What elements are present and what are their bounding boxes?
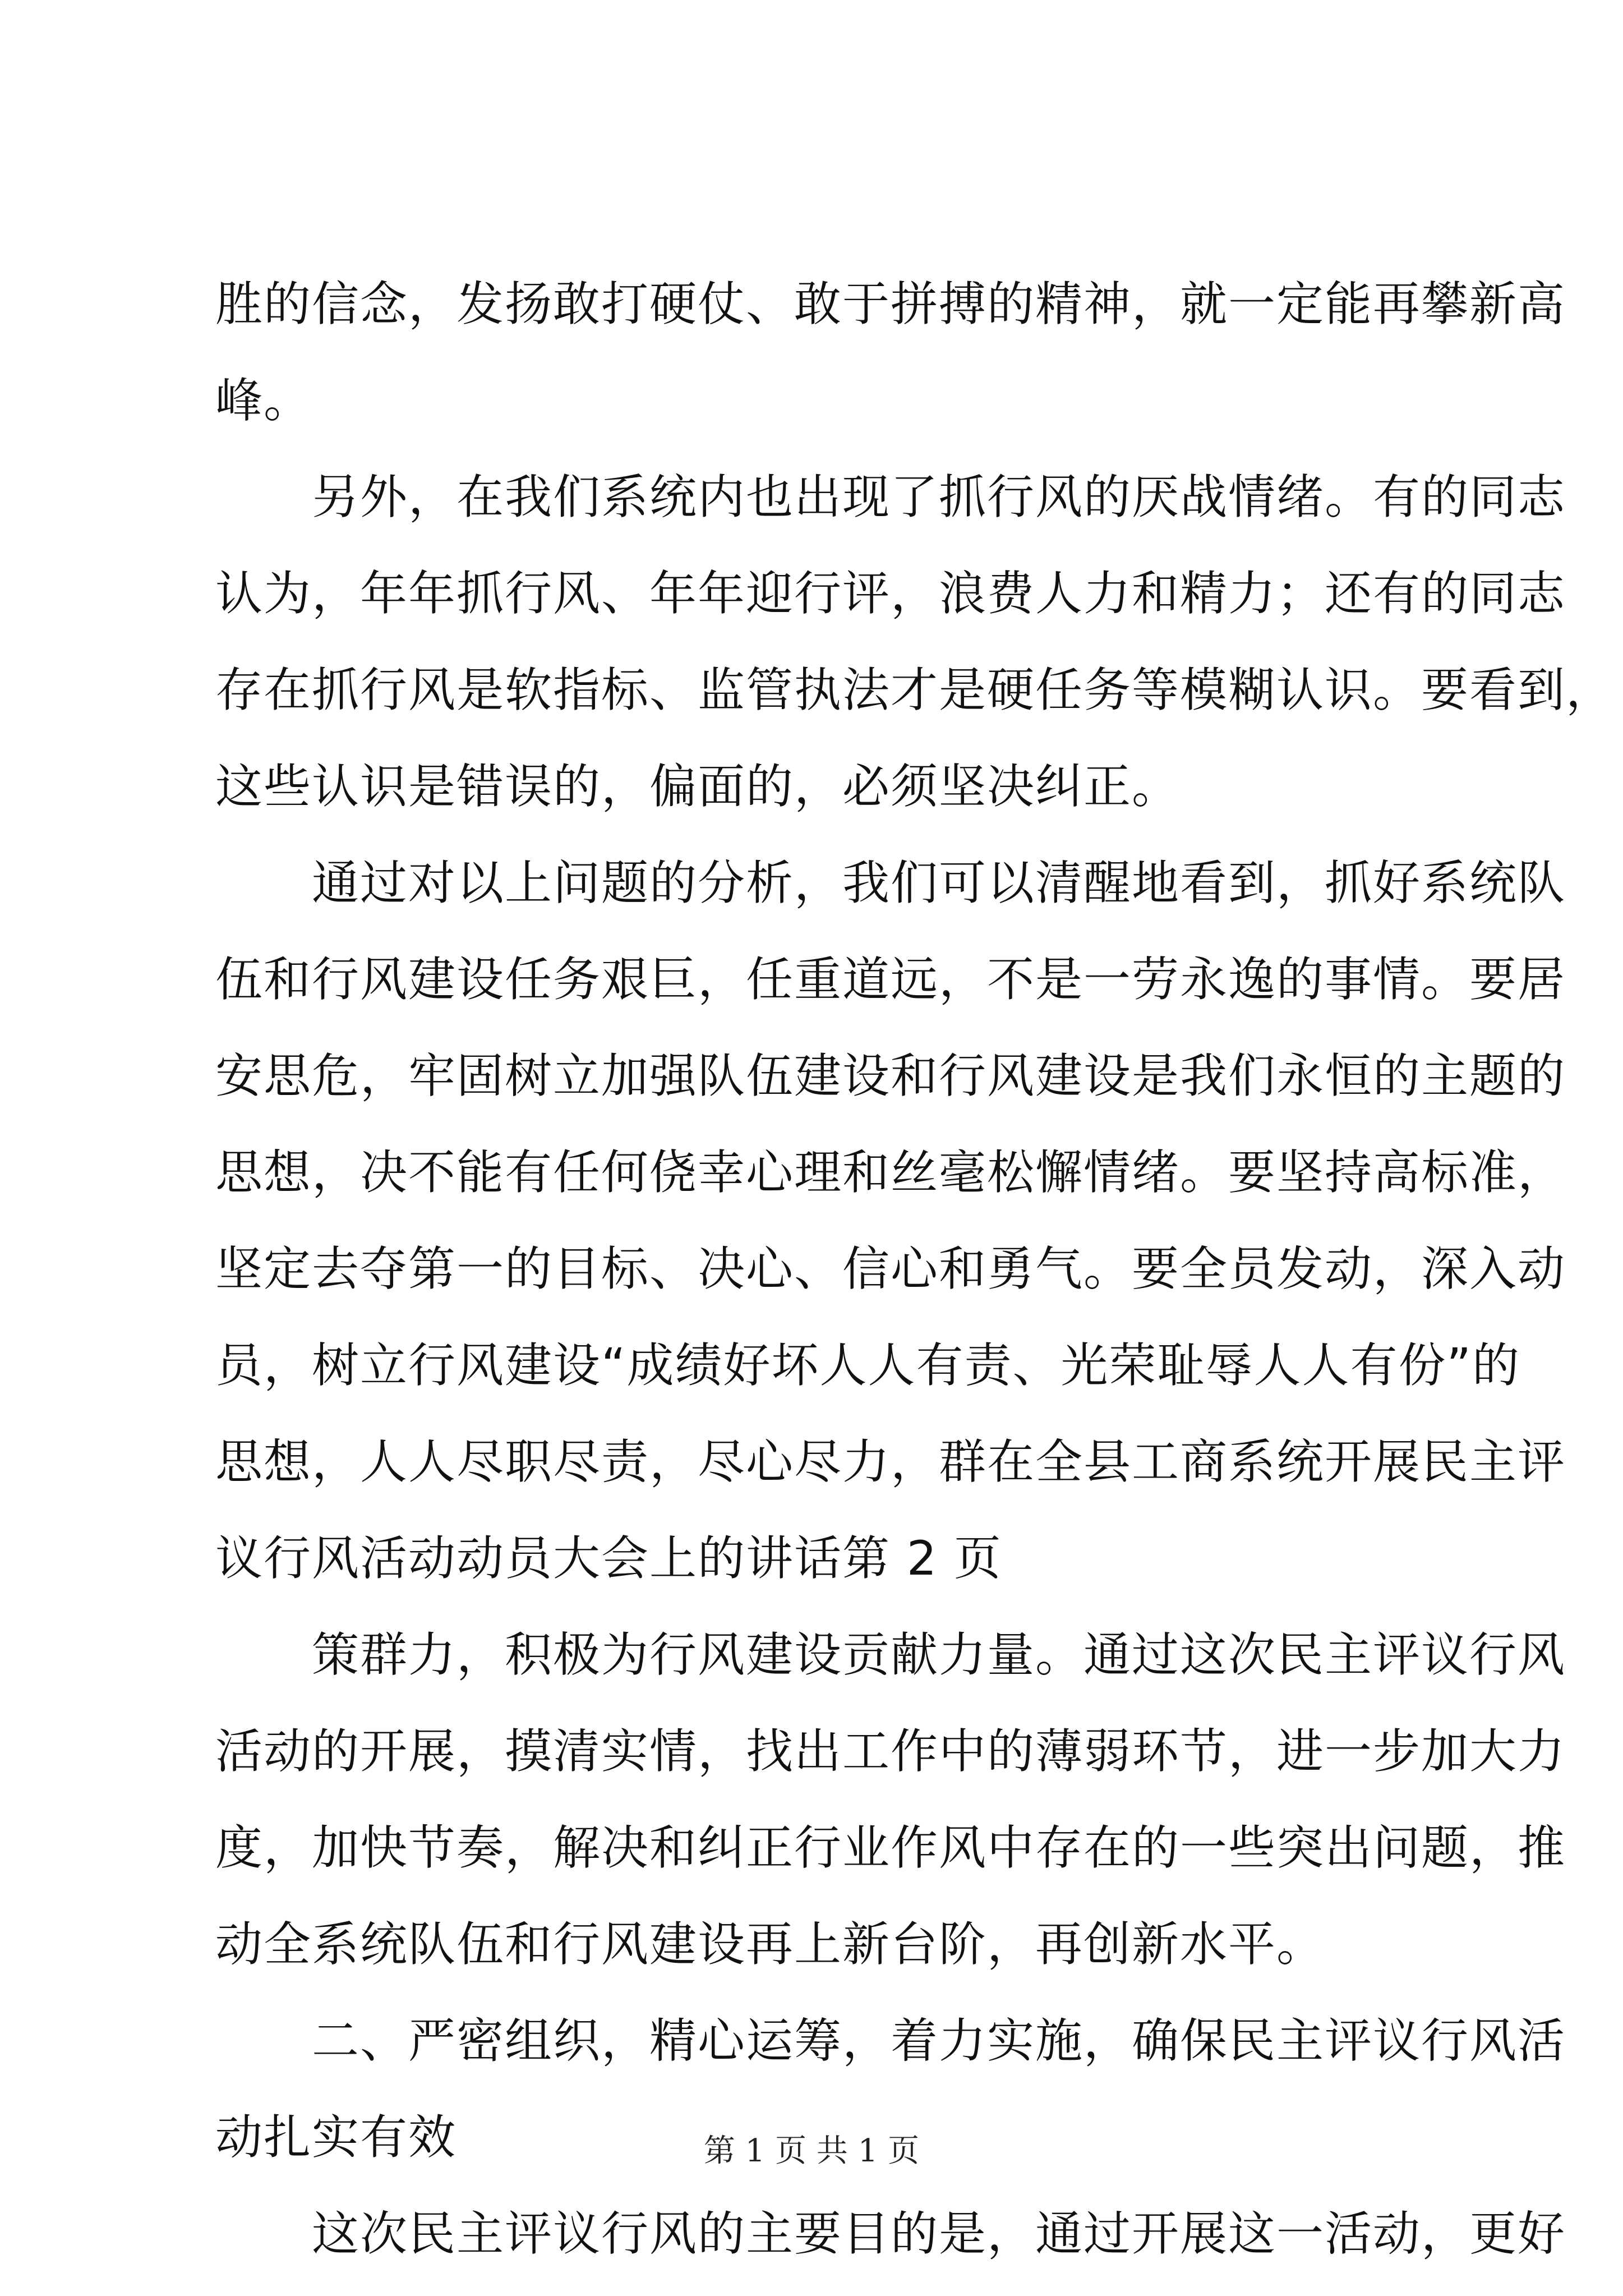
page-footer: 第 1 页 共 1 页 — [703, 2133, 920, 2169]
text-line: 策群力，积极为行风建设贡献力量。通过这次民主评议行风 — [312, 1627, 1566, 1682]
text-line: 伍和行风建设任务艰巨，任重道远，不是一劳永逸的事情。要居 — [215, 952, 1566, 1007]
text-line: 胜的信念，发扬敢打硬仗、敢于拼搏的精神，就一定能再攀新高 — [215, 277, 1566, 332]
text-line: 另外，在我们系统内也出现了抓行风的厌战情绪。有的同志 — [312, 470, 1566, 524]
text-line: 思想，决不能有任何侥幸心理和丝毫松懈情绪。要坚持高标准， — [215, 1145, 1566, 1200]
text-line: 峰。 — [215, 373, 312, 428]
text-line: 认为，年年抓行风、年年迎行评，浪费人力和精力；还有的同志 — [215, 566, 1566, 621]
text-line: 议行风活动动员大会上的讲话第 2 页 — [215, 1531, 1002, 1586]
text-line: 存在抓行风是软指标、监管执法才是硬任务等模糊认识。要看到， — [215, 662, 1615, 717]
document-body — [215, 256, 1615, 2282]
text-line: 坚定去夺第一的目标、决心、信心和勇气。要全员发动，深入动 — [215, 1241, 1566, 1296]
section-heading: 动扎实有效 — [215, 2110, 457, 2165]
text-line: 通过对以上问题的分析，我们可以清醒地看到，抓好系统队 — [312, 855, 1566, 910]
text-line: 思想，人人尽职尽责，尽心尽力，群在全县工商系统开展民主评 — [215, 1434, 1566, 1489]
text-line: 这次民主评议行风的主要目的是，通过开展这一活动，更好 — [312, 2206, 1566, 2261]
text-line: 活动的开展，摸清实情，找出工作中的薄弱环节，进一步加大力 — [215, 1724, 1566, 1779]
text-line: 安思危，牢固树立加强队伍建设和行风建设是我们永恒的主题的 — [215, 1048, 1566, 1103]
text-line: 动全系统队伍和行风建设再上新台阶，再创新水平。 — [215, 1917, 1325, 1972]
text-line: 这些认识是错误的，偏面的，必须坚决纠正。 — [215, 759, 1181, 814]
text-line: 度，加快节奏，解决和纠正行业作风中存在的一些突出问题，推 — [215, 1820, 1566, 1875]
text-line: 员，树立行风建设“成绩好坏人人有责、光荣耻辱人人有份”的 — [215, 1338, 1521, 1393]
section-heading: 二、严密组织，精心运筹，着力实施，确保民主评议行风活 — [312, 2013, 1566, 2068]
